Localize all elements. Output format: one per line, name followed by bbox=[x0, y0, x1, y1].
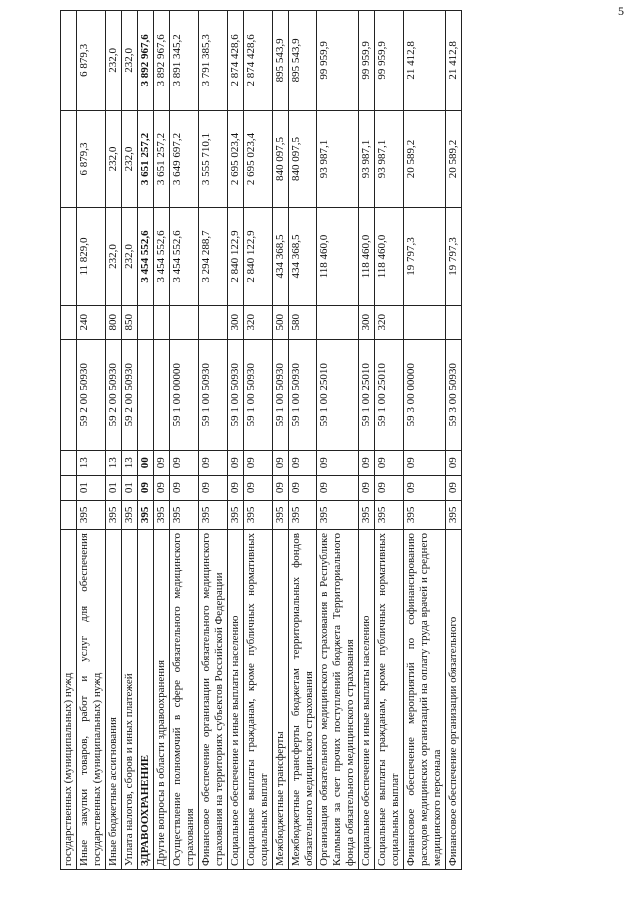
row-grbs-cell: 395 bbox=[288, 500, 317, 529]
row-expense-type-cell: 850 bbox=[121, 305, 137, 339]
row-section-cell: 09 bbox=[404, 475, 446, 500]
row-subsection-cell: 13 bbox=[121, 450, 137, 475]
row-expense-type-cell: 240 bbox=[76, 305, 105, 339]
row-amount-year1-cell: 11 829,0 bbox=[76, 208, 105, 305]
row-grbs-cell: 395 bbox=[137, 500, 153, 529]
row-name-cell: Межбюджетные трансферты bbox=[272, 530, 288, 870]
row-section-cell: 09 bbox=[153, 475, 169, 500]
row-section-cell: 09 bbox=[137, 475, 153, 500]
table-row bbox=[121, 11, 137, 870]
row-subsection-cell: 00 bbox=[137, 450, 153, 475]
row-amount-year2-cell: 20 589,2 bbox=[404, 110, 446, 207]
row-grbs-cell: 395 bbox=[404, 500, 446, 529]
table-body bbox=[61, 11, 462, 870]
row-expense-type-cell bbox=[137, 305, 153, 339]
row-subsection-cell: 09 bbox=[446, 450, 462, 475]
budget-table bbox=[60, 10, 462, 870]
row-expense-type-cell bbox=[446, 305, 462, 339]
row-section-cell: 01 bbox=[105, 475, 121, 500]
table-row bbox=[169, 11, 198, 870]
row-grbs-cell: 395 bbox=[446, 500, 462, 529]
row-name-cell: Социальные выплаты гражданам, кроме публичных нормативных социальных выплат bbox=[243, 530, 272, 870]
row-expense-type-cell: 300 bbox=[227, 305, 243, 339]
row-amount-year1-cell: 232,0 bbox=[121, 208, 137, 305]
row-expense-type-cell: 800 bbox=[105, 305, 121, 339]
row-amount-year2-cell: 840 097,5 bbox=[288, 110, 317, 207]
row-expense-type-cell: 500 bbox=[272, 305, 288, 339]
row-amount-year3-cell: 21 412,8 bbox=[446, 11, 462, 111]
row-name-cell: Социальное обеспечение и иные выплаты населению bbox=[359, 530, 375, 870]
row-amount-year3-cell: 99 959,9 bbox=[359, 11, 375, 111]
row-target-article-cell: 59 2 00 50930 bbox=[121, 339, 137, 450]
row-amount-year1-cell: 19 797,3 bbox=[404, 208, 446, 305]
row-amount-year2-cell: 6 879,3 bbox=[76, 110, 105, 207]
table-row bbox=[153, 11, 169, 870]
row-name-cell: Иные закупки товаров, работ и услуг для обеспечения государственных (муниципальных) нужд bbox=[76, 530, 105, 870]
row-name-cell: Социальные выплаты гражданам, кроме публичных нормативных социальных выплат bbox=[375, 530, 404, 870]
row-subsection-cell: 09 bbox=[317, 450, 359, 475]
row-grbs-cell: 395 bbox=[375, 500, 404, 529]
row-amount-year2-cell: 2 695 023,4 bbox=[243, 110, 272, 207]
row-target-article-cell: 59 2 00 50930 bbox=[76, 339, 105, 450]
row-expense-type-cell bbox=[404, 305, 446, 339]
row-amount-year2-cell: 2 695 023,4 bbox=[227, 110, 243, 207]
row-grbs-cell: 395 bbox=[227, 500, 243, 529]
row-expense-type-cell bbox=[317, 305, 359, 339]
row-target-article-cell: 59 1 00 25010 bbox=[375, 339, 404, 450]
row-amount-year3-cell: 2 874 428,6 bbox=[227, 11, 243, 111]
row-amount-year2-cell: 3 555 710,1 bbox=[198, 110, 227, 207]
row-target-article-cell: 59 2 00 50930 bbox=[105, 339, 121, 450]
row-subsection-cell: 09 bbox=[375, 450, 404, 475]
table-row bbox=[61, 11, 77, 870]
row-grbs-cell: 395 bbox=[272, 500, 288, 529]
row-section-cell: 09 bbox=[375, 475, 404, 500]
row-grbs-cell: 395 bbox=[317, 500, 359, 529]
page-number: 5 bbox=[618, 4, 624, 18]
row-name-cell: Организация обязательного медицинского страхования в Республике Калмыкия за счет прочих поступлений бюджета Территориального фонда обязательного медицинского страхования bbox=[317, 530, 359, 870]
row-target-article-cell: 59 3 00 00000 bbox=[404, 339, 446, 450]
table-row bbox=[137, 11, 153, 870]
row-name-cell: Иные бюджетные ассигнования bbox=[105, 530, 121, 870]
row-subsection-cell: 13 bbox=[105, 450, 121, 475]
row-amount-year1-cell: 19 797,3 bbox=[446, 208, 462, 305]
row-subsection-cell: 09 bbox=[288, 450, 317, 475]
row-amount-year3-cell: 3 892 967,6 bbox=[137, 11, 153, 111]
row-name-cell: Финансовое обеспечение организации обязательного медицинского страхования на территориях субъектов Российской Федерации bbox=[198, 530, 227, 870]
row-section-cell bbox=[61, 475, 77, 500]
row-name-cell: Социальное обеспечение и иные выплаты населению bbox=[227, 530, 243, 870]
row-amount-year1-cell: 118 460,0 bbox=[359, 208, 375, 305]
row-name-cell: Уплата налогов, сборов и иных платежей bbox=[121, 530, 137, 870]
row-amount-year1-cell: 3 454 552,6 bbox=[153, 208, 169, 305]
row-amount-year2-cell: 20 589,2 bbox=[446, 110, 462, 207]
row-target-article-cell: 59 1 00 00000 bbox=[169, 339, 198, 450]
row-subsection-cell: 09 bbox=[359, 450, 375, 475]
table-row bbox=[272, 11, 288, 870]
row-target-article-cell bbox=[153, 339, 169, 450]
table-row bbox=[105, 11, 121, 870]
row-amount-year1-cell: 232,0 bbox=[105, 208, 121, 305]
row-amount-year1-cell bbox=[61, 208, 77, 305]
row-target-article-cell: 59 1 00 50930 bbox=[243, 339, 272, 450]
row-amount-year3-cell: 99 959,9 bbox=[375, 11, 404, 111]
row-subsection-cell: 13 bbox=[76, 450, 105, 475]
row-target-article-cell: 59 1 00 50930 bbox=[198, 339, 227, 450]
row-amount-year2-cell bbox=[61, 110, 77, 207]
row-subsection-cell: 09 bbox=[243, 450, 272, 475]
row-amount-year2-cell: 3 651 257,2 bbox=[153, 110, 169, 207]
row-expense-type-cell: 300 bbox=[359, 305, 375, 339]
row-target-article-cell: 59 1 00 25010 bbox=[317, 339, 359, 450]
row-section-cell: 09 bbox=[169, 475, 198, 500]
row-name-cell: Финансовое обеспечение организации обязательного bbox=[446, 530, 462, 870]
row-grbs-cell: 395 bbox=[76, 500, 105, 529]
row-target-article-cell: 59 1 00 50930 bbox=[272, 339, 288, 450]
row-amount-year1-cell: 434 368,5 bbox=[288, 208, 317, 305]
table-row bbox=[227, 11, 243, 870]
row-amount-year3-cell: 3 791 385,3 bbox=[198, 11, 227, 111]
row-section-cell: 09 bbox=[359, 475, 375, 500]
row-amount-year3-cell: 21 412,8 bbox=[404, 11, 446, 111]
table-row bbox=[288, 11, 317, 870]
row-amount-year1-cell: 118 460,0 bbox=[375, 208, 404, 305]
row-amount-year1-cell: 3 294 288,7 bbox=[198, 208, 227, 305]
row-grbs-cell: 395 bbox=[198, 500, 227, 529]
row-amount-year1-cell: 2 840 122,9 bbox=[243, 208, 272, 305]
row-grbs-cell: 395 bbox=[243, 500, 272, 529]
row-amount-year3-cell: 3 891 345,2 bbox=[169, 11, 198, 111]
row-target-article-cell: 59 1 00 25010 bbox=[359, 339, 375, 450]
row-section-cell: 09 bbox=[198, 475, 227, 500]
table-row bbox=[446, 11, 462, 870]
row-subsection-cell: 09 bbox=[169, 450, 198, 475]
row-amount-year2-cell: 232,0 bbox=[105, 110, 121, 207]
row-section-cell: 01 bbox=[76, 475, 105, 500]
row-target-article-cell bbox=[61, 339, 77, 450]
rotated-table-container bbox=[60, 10, 590, 870]
row-amount-year2-cell: 93 987,1 bbox=[317, 110, 359, 207]
row-grbs-cell: 395 bbox=[153, 500, 169, 529]
row-section-cell: 09 bbox=[243, 475, 272, 500]
row-amount-year1-cell: 2 840 122,9 bbox=[227, 208, 243, 305]
table-row bbox=[404, 11, 446, 870]
row-name-cell: Межбюджетные трансферты бюджетам территориальных фондов обязательного медицинского страхования bbox=[288, 530, 317, 870]
table-row bbox=[243, 11, 272, 870]
row-grbs-cell: 395 bbox=[105, 500, 121, 529]
row-amount-year3-cell: 6 879,3 bbox=[76, 11, 105, 111]
table-row bbox=[375, 11, 404, 870]
row-subsection-cell: 09 bbox=[153, 450, 169, 475]
row-expense-type-cell: 580 bbox=[288, 305, 317, 339]
row-amount-year3-cell: 895 543,9 bbox=[272, 11, 288, 111]
row-name-cell: Осуществление полномочий в сфере обязательного медицинского страхования bbox=[169, 530, 198, 870]
row-section-cell: 09 bbox=[272, 475, 288, 500]
row-subsection-cell: 09 bbox=[198, 450, 227, 475]
row-amount-year3-cell: 232,0 bbox=[121, 11, 137, 111]
row-subsection-cell: 09 bbox=[272, 450, 288, 475]
row-amount-year3-cell: 2 874 428,6 bbox=[243, 11, 272, 111]
row-target-article-cell: 59 3 00 50930 bbox=[446, 339, 462, 450]
row-grbs-cell bbox=[61, 500, 77, 529]
row-amount-year2-cell: 840 097,5 bbox=[272, 110, 288, 207]
row-target-article-cell bbox=[137, 339, 153, 450]
row-amount-year2-cell: 93 987,1 bbox=[375, 110, 404, 207]
row-grbs-cell: 395 bbox=[359, 500, 375, 529]
row-grbs-cell: 395 bbox=[169, 500, 198, 529]
row-amount-year1-cell: 3 454 552,6 bbox=[137, 208, 153, 305]
row-amount-year3-cell: 232,0 bbox=[105, 11, 121, 111]
row-amount-year1-cell: 434 368,5 bbox=[272, 208, 288, 305]
row-expense-type-cell bbox=[198, 305, 227, 339]
row-subsection-cell bbox=[61, 450, 77, 475]
row-amount-year3-cell: 895 543,9 bbox=[288, 11, 317, 111]
table-row bbox=[198, 11, 227, 870]
row-amount-year2-cell: 232,0 bbox=[121, 110, 137, 207]
row-amount-year3-cell bbox=[61, 11, 77, 111]
row-name-cell: государственных (муниципальных) нужд bbox=[61, 530, 77, 870]
row-name-cell: Финансовое обеспечение мероприятий по софинансированию расходов медицинских организаций на оплату труда врачей и среднего медицинского персонала bbox=[404, 530, 446, 870]
row-section-cell: 01 bbox=[121, 475, 137, 500]
row-expense-type-cell: 320 bbox=[375, 305, 404, 339]
row-section-cell: 09 bbox=[227, 475, 243, 500]
row-section-cell: 09 bbox=[317, 475, 359, 500]
row-name-cell: Другие вопросы в области здравоохранения bbox=[153, 530, 169, 870]
row-expense-type-cell bbox=[169, 305, 198, 339]
table-row bbox=[359, 11, 375, 870]
row-amount-year1-cell: 3 454 552,6 bbox=[169, 208, 198, 305]
row-amount-year3-cell: 3 892 967,6 bbox=[153, 11, 169, 111]
row-name-cell: ЗДРАВООХРАНЕНИЕ bbox=[137, 530, 153, 870]
row-expense-type-cell bbox=[61, 305, 77, 339]
row-section-cell: 09 bbox=[288, 475, 317, 500]
row-amount-year2-cell: 93 987,1 bbox=[359, 110, 375, 207]
row-subsection-cell: 09 bbox=[227, 450, 243, 475]
row-target-article-cell: 59 1 00 50930 bbox=[288, 339, 317, 450]
row-amount-year2-cell: 3 649 697,2 bbox=[169, 110, 198, 207]
row-subsection-cell: 09 bbox=[404, 450, 446, 475]
row-section-cell: 09 bbox=[446, 475, 462, 500]
row-amount-year3-cell: 99 959,9 bbox=[317, 11, 359, 111]
row-amount-year1-cell: 118 460,0 bbox=[317, 208, 359, 305]
row-grbs-cell: 395 bbox=[121, 500, 137, 529]
row-expense-type-cell: 320 bbox=[243, 305, 272, 339]
row-target-article-cell: 59 1 00 50930 bbox=[227, 339, 243, 450]
table-row bbox=[317, 11, 359, 870]
row-amount-year2-cell: 3 651 257,2 bbox=[137, 110, 153, 207]
row-expense-type-cell bbox=[153, 305, 169, 339]
table-row bbox=[76, 11, 105, 870]
